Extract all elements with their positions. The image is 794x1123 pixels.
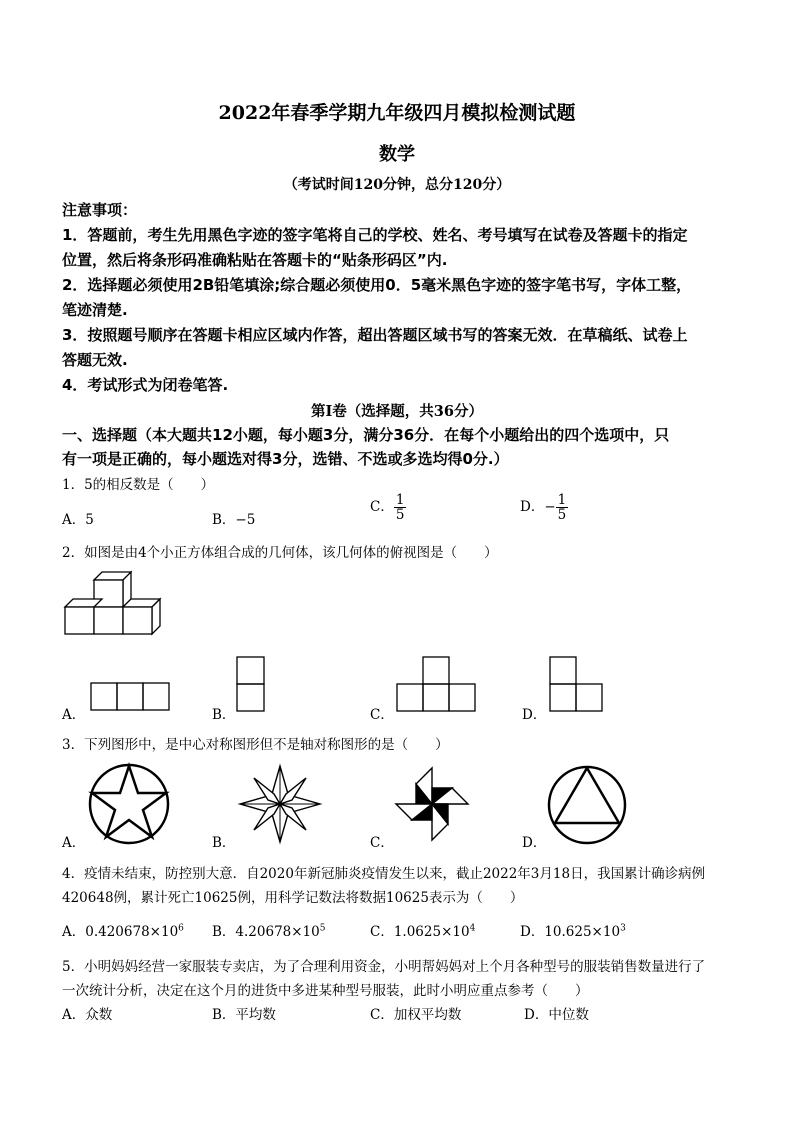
q4-a-exp: 6 [178,923,184,934]
q1-d-label: D．− [520,499,556,515]
question-5-stem: 5．小明妈妈经营一家服装专卖店，为了合理利用资金，小明帮妈妈对上个月各种型号的服装销售数量进行了 [62,959,706,975]
q2-option-a: A． [62,707,86,723]
q3-option-c: C． [370,835,394,851]
q4-c-base: C．1.0625×10 [370,924,470,940]
note-line: 位置，然后将条形码准确粘贴在答题卡的“贴条形码区”内. [62,251,448,269]
q2-option-c: C． [370,707,394,723]
q1-c-label: C． [370,499,394,515]
compass-star-figure [238,764,322,844]
q1-option-a: A．5 [62,512,94,528]
page-title: 2022年春季学期九年级四月模拟检测试题 [218,102,576,124]
note-line: 3．按照题号顺序在答题卡相应区域内作答，超出答题区域书写的答案无效．在草稿纸、试卷上 [62,326,688,344]
q2-option-d-figure [549,656,605,712]
notes-heading: 注意事项： [62,201,138,219]
q5-option-c: C．加权平均数 [370,1007,462,1023]
q1-option-d [520,493,568,522]
q2-option-a-figure [90,682,170,712]
note-line: 答题无效. [62,351,128,369]
q4-option-b [212,920,325,940]
note-line: 笔迹清楚. [62,301,128,319]
question-4-stem: 4．疫情未结束，防控别大意．自2020年新冠肺炎疫情发生以来，截止2022年3月18日，我国累计确诊病例 [62,866,706,882]
denominator: 5 [557,507,567,523]
note-line: 2．选择题必须使用2B铅笔填涂;综合题必须使用0．5毫米黑色字迹的签字笔书写，字体工整， [62,276,692,294]
note-line: 1．答题前，考生先用黑色字迹的签字笔将自己的学校、姓名、考号填写在试卷及答题卡的指定 [62,226,688,244]
section-title: 第Ⅰ卷（选择题，共36分） [311,403,483,420]
question-3-stem: 3．下列图形中，是中心对称图形但不是轴对称图形的是（ ） [62,737,449,753]
q4-option-d [520,920,626,940]
pinwheel-figure [394,766,470,842]
subject-title: 数学 [379,144,415,165]
question-1-stem: 1．5的相反数是（ ） [62,477,215,493]
q4-c-exp: 4 [469,923,476,934]
numerator: 1 [557,492,567,508]
q2-option-c-figure [396,656,476,712]
q4-b-exp: 5 [319,923,326,934]
question-2-stem: 2．如图是由4个小正方体组合成的几何体，该几何体的俯视图是（ ） [62,545,498,561]
q4-b-base: B．4.20678×10 [212,924,320,940]
q4-d-base: D．10.625×10 [520,924,621,940]
fraction [556,493,569,522]
q2-option-d: D． [522,707,547,723]
q5-option-b: B．平均数 [212,1007,276,1023]
q4-a-base: A．0.420678×10 [62,924,179,940]
q2-option-b: B． [212,707,236,723]
q3-option-b: B． [212,835,236,851]
note-line: 4．考试形式为闭卷笔答. [62,376,229,394]
q5-option-d: D．中位数 [524,1007,589,1023]
numerator: 1 [395,492,405,508]
q4-option-a [62,920,184,940]
q4-option-c [370,920,475,940]
q1-option-c [370,493,406,522]
q3-option-a: A． [62,835,86,851]
exam-info: （考试时间120分钟，总分120分） [283,177,511,193]
q5-option-a: A．众数 [62,1007,113,1023]
q2-solid-figure [62,568,162,638]
section-instructions: 有一项是正确的，每小题选对得3分，选错、不选或多选均得0分.） [62,450,509,468]
fraction [394,493,407,522]
circle-triangle-figure [547,765,627,845]
section-instructions: 一、选择题（本大题共12小题，每小题3分，满分36分．在每个小题给出的四个选项中，只 [62,426,670,444]
q3-option-d: D． [522,835,547,851]
circle-star-figure [88,763,170,845]
q4-d-exp: 3 [620,923,626,934]
q2-option-b-figure [236,656,266,712]
question-5-stem: 一次统计分析，决定在这个月的进货中多进某种型号服装，此时小明应重点参考（ ） [62,983,589,999]
q1-option-b: B．−5 [212,512,256,528]
question-4-stem: 420648例，累计死亡10625例，用科学记数法将数据10625表示为（ ） [62,890,524,906]
denominator: 5 [395,507,405,523]
